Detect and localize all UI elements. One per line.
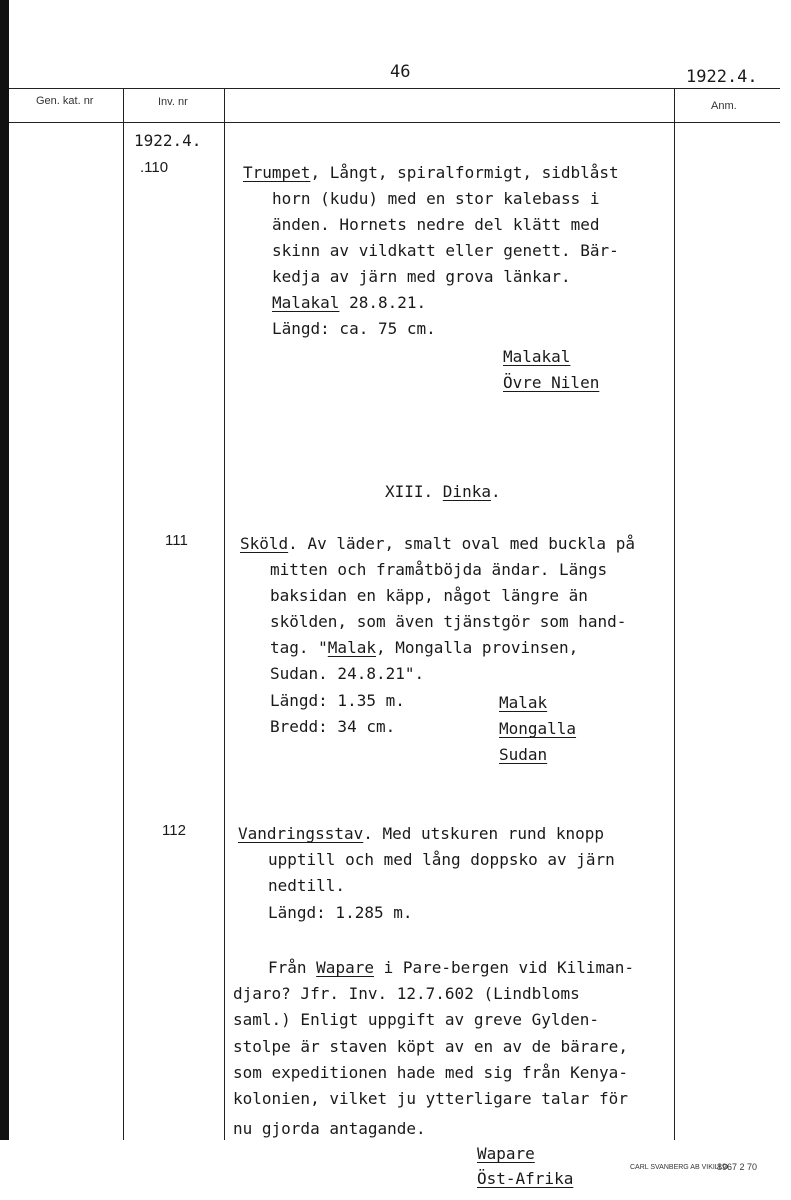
entry-line: Trumpet, Långt, spiralformigt, sidblåst bbox=[243, 163, 619, 182]
location-tag: Öst-Afrika bbox=[477, 1169, 574, 1188]
object-title: Vandringsstav bbox=[238, 824, 364, 843]
header-bottom-rule bbox=[9, 122, 780, 123]
entry-line: skölden, som även tjänstgör som hand- bbox=[270, 612, 627, 631]
inv-number: 112 bbox=[162, 822, 186, 839]
form-code: 8967 2 70 bbox=[717, 1162, 758, 1172]
left-margin-bar bbox=[0, 0, 9, 1140]
length: Längd: ca. 75 cm. bbox=[272, 319, 436, 338]
note-line: saml.) Enligt uppgift av greve Gylden- bbox=[233, 1010, 600, 1029]
anm-column-divider bbox=[674, 88, 675, 1140]
note-line: stolpe är staven köpt av en av de bärare, bbox=[233, 1037, 628, 1056]
entry-line: kedja av järn med grova länkar. bbox=[272, 267, 571, 286]
entry-line: upptill och med lång doppsko av järn bbox=[268, 850, 615, 869]
header-top-rule bbox=[9, 88, 780, 89]
location-tag: Övre Nilen bbox=[503, 373, 600, 392]
gen-column-divider bbox=[123, 88, 124, 1140]
printer-mark: CARL SVANBERG AB VIKILLO bbox=[630, 1164, 729, 1171]
location-tag: Malakal bbox=[503, 347, 571, 366]
object-title: Trumpet bbox=[243, 163, 311, 182]
column-header-inv: Inv. nr bbox=[158, 96, 188, 108]
entry-line: nedtill. bbox=[268, 876, 346, 895]
batch-id: 1922.4. bbox=[134, 131, 202, 150]
entry-line: mitten och framåtböjda ändar. Längs bbox=[270, 560, 608, 579]
location-tag: Malak bbox=[499, 693, 548, 712]
inv-number: 111 bbox=[165, 532, 188, 549]
entry-line: änden. Hornets nedre del klätt med bbox=[272, 215, 600, 234]
column-header-anm: Anm. bbox=[711, 100, 737, 112]
page-number: 46 bbox=[390, 62, 411, 82]
length: Längd: 1.285 m. bbox=[268, 903, 413, 922]
note-line: Från Wapare i Pare-bergen vid Kiliman- bbox=[268, 958, 635, 977]
location-tag: Wapare bbox=[477, 1144, 535, 1163]
object-title: Sköld bbox=[240, 534, 289, 553]
entry-line: Sudan. 24.8.21". bbox=[270, 664, 425, 683]
entry-line: Sköld. Av läder, smalt oval med buckla på bbox=[240, 534, 635, 553]
column-header-gen: Gen. kat. nr bbox=[36, 95, 94, 107]
entry-line: tag. "Malak, Mongalla provinsen, bbox=[270, 638, 579, 657]
width: Bredd: 34 cm. bbox=[270, 717, 396, 736]
inv-column-divider bbox=[224, 88, 225, 1140]
inv-number: .110 bbox=[140, 159, 169, 176]
note-line: nu gjorda antagande. bbox=[233, 1119, 426, 1138]
entry-line: baksidan en käpp, något längre än bbox=[270, 586, 588, 605]
note-line: kolonien, vilket ju ytterligare talar för bbox=[233, 1089, 628, 1108]
year-top: 1922.4. bbox=[686, 67, 758, 87]
entry-line: horn (kudu) med en stor kalebass i bbox=[272, 189, 600, 208]
note-line: som expeditionen hade med sig från Kenya- bbox=[233, 1063, 628, 1082]
section-title: XIII. Dinka. bbox=[385, 482, 501, 501]
location-tag: Mongalla bbox=[499, 719, 577, 738]
entry-line: skinn av vildkatt eller genett. Bär- bbox=[272, 241, 619, 260]
length: Längd: 1.35 m. bbox=[270, 691, 405, 710]
place-date: Malakal 28.8.21. bbox=[272, 293, 427, 312]
entry-line: Vandringsstav. Med utskuren rund knopp bbox=[238, 824, 605, 843]
note-line: djaro? Jfr. Inv. 12.7.602 (Lindbloms bbox=[233, 984, 580, 1003]
location-tag: Sudan bbox=[499, 745, 548, 764]
